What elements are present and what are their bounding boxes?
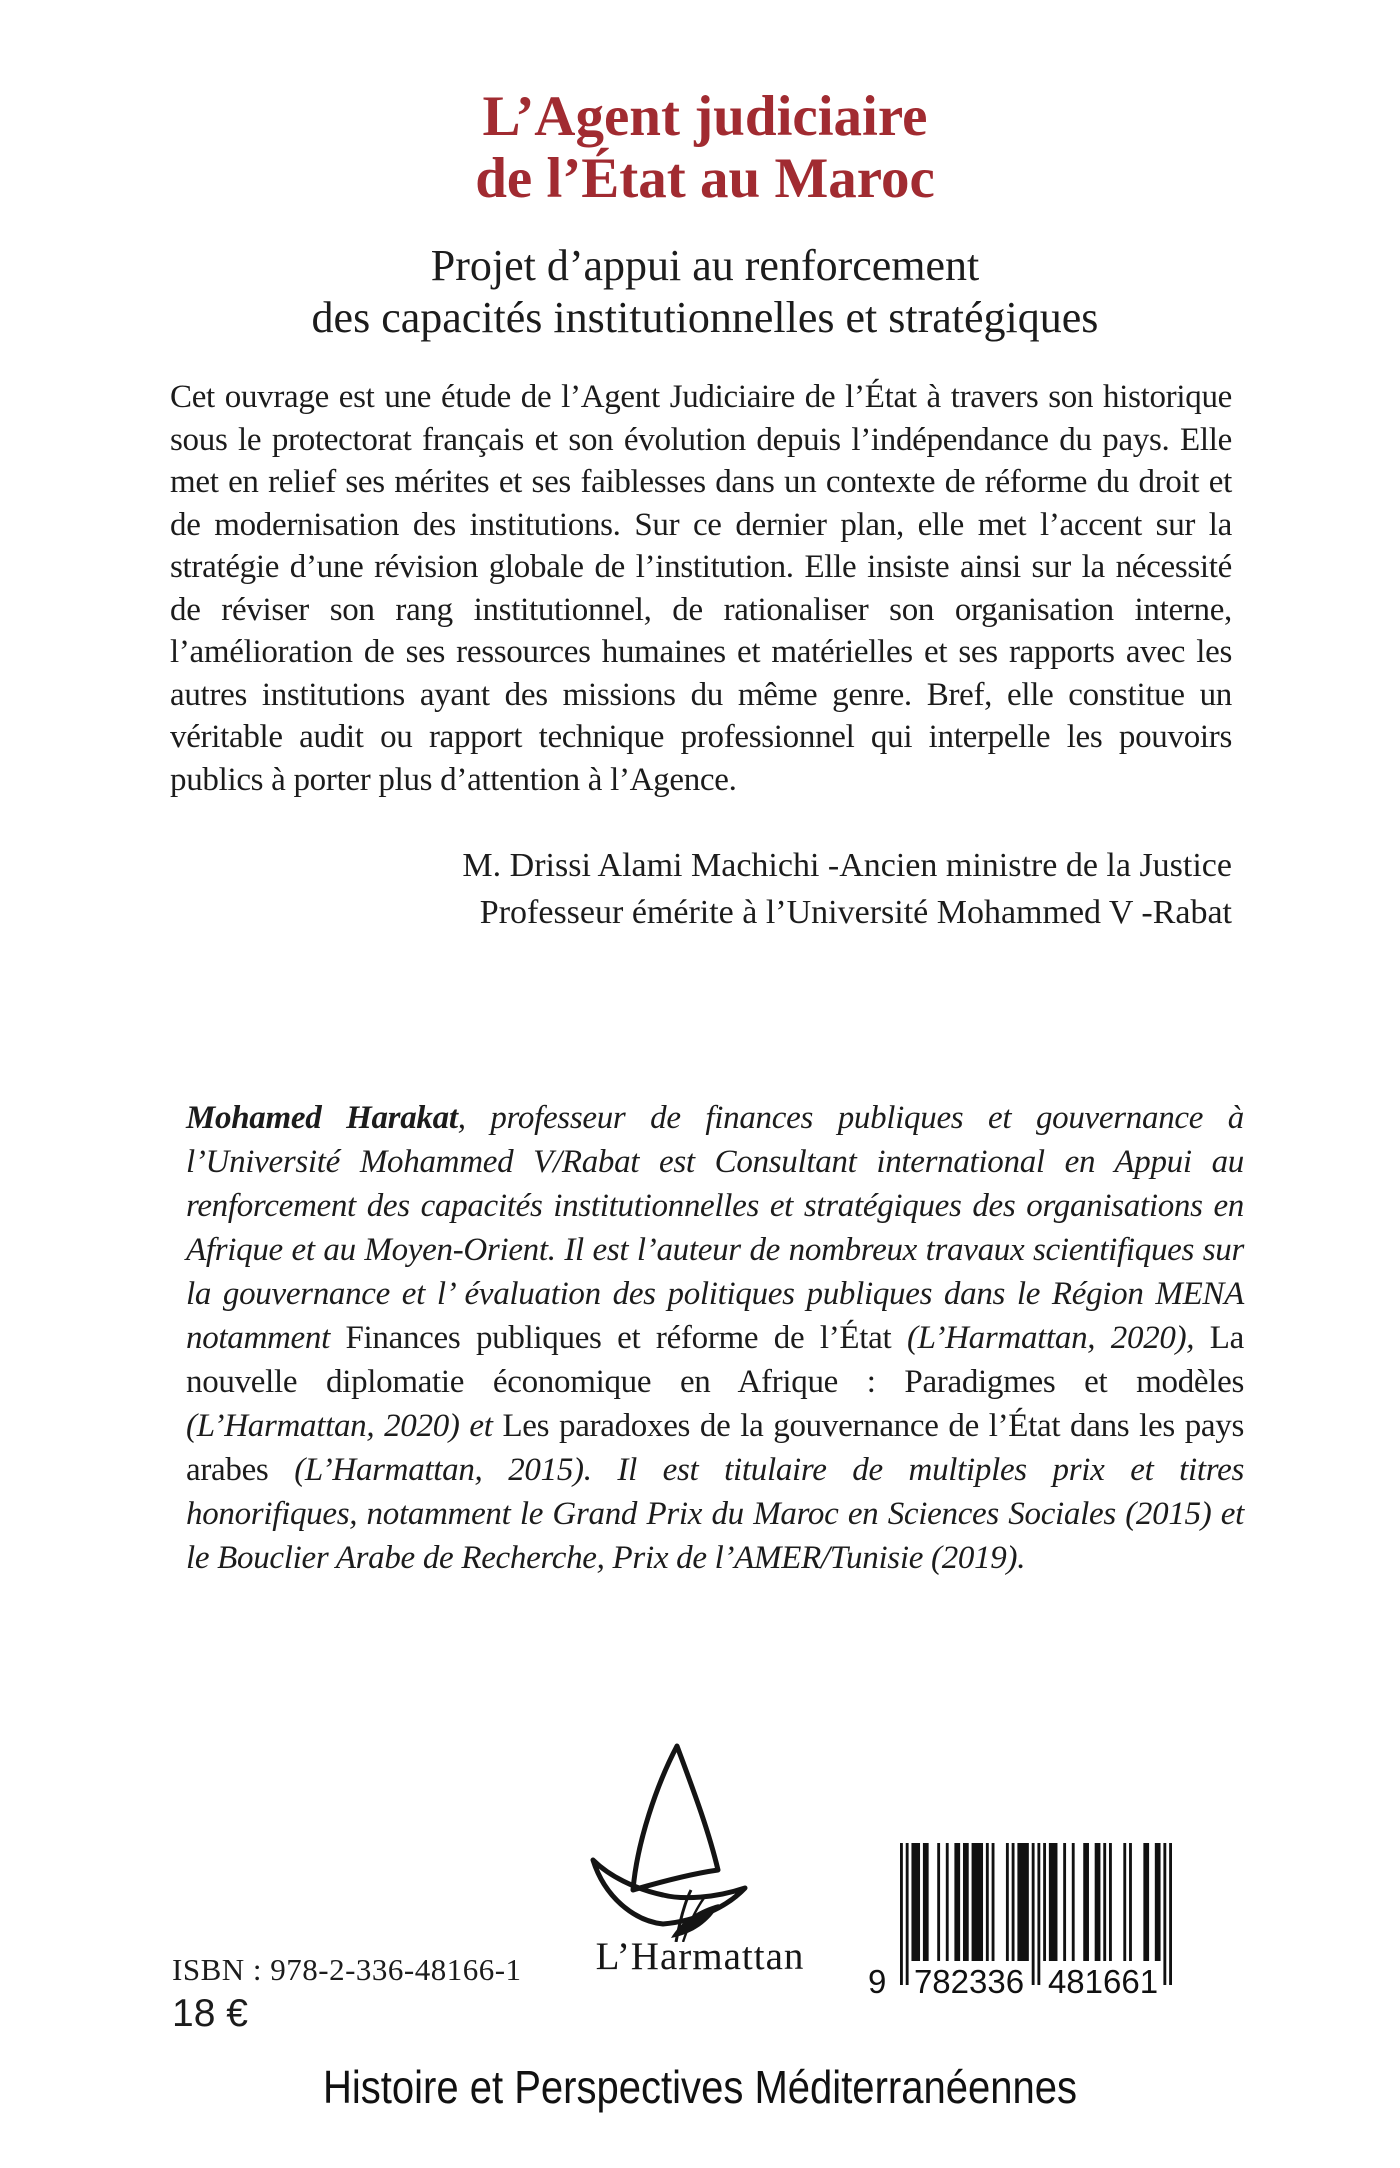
book-subtitle-line2: des capacités institutionnelles et stratégiques <box>311 293 1099 342</box>
attribution-line2: Professeur émérite à l’Université Mohammed V -Rabat <box>479 894 1232 931</box>
bio-text-1: , professeur de finances publiques et gouvernance à l’Université Mohammed V/Rabat est Consultant international en Appui au renforcement des capacités institutionnelles et stratégiques des organisations en Afrique et au Moyen-Orient. Il est l’auteur de nombreux travaux scientifiques sur la gouvernance et l’ évaluation des politiques publiques dans le Région MENA notamment <box>186 1100 1244 1356</box>
barcode-digit-first: 9 <box>868 1963 887 2000</box>
bio-text-2: (L’Harmattan, 2020), <box>906 1320 1210 1356</box>
barcode-digits-left: 782336 <box>913 1963 1025 2000</box>
endorsement-attribution <box>132 842 1232 936</box>
book-title <box>0 86 1400 210</box>
book-title-line2: de l’État au Maroc <box>475 147 935 210</box>
book-title-line1: L’Agent judiciaire <box>482 85 928 148</box>
bio-text-4: (L’Harmattan, 2015). Il est titulaire de multiples prix et titres honorifiques, notamment le Grand Prix du Maroc en Sciences Sociales (2015) et le Bouclier Arabe de Recherche, Prix de l’AMER/Tunisie (2019). <box>186 1452 1244 1576</box>
price-label: 18 € <box>172 1992 248 2035</box>
bio-book-title-3: Les paradoxes de la gouvernance de l’État dans les pays arabes <box>186 1408 1245 1488</box>
bio-book-title-2: La nouvelle diplomatie économique en Afrique : Paradigmes et modèles <box>186 1320 1244 1400</box>
publisher-name: L’Harmattan <box>595 1935 805 1978</box>
sailboat-logo-icon <box>577 1742 757 1942</box>
bio-text-3: (L’Harmattan, 2020) et <box>186 1408 503 1444</box>
synopsis-paragraph: Cet ouvrage est une étude de l’Agent Judiciaire de l’État à travers son historique sous le protectorat français et son évolution depuis l’indépendance du pays. Elle met en relief ses mérites et ses faiblesses dans un contexte de réforme du droit et de modernisation des institutions. Sur ce dernier plan, elle met l’accent sur la stratégie d’une révision globale de l’institution. Elle insiste ainsi sur la nécessité de réviser son rang institutionnel, de rationaliser son organisation interne, l’amélioration de ses ressources humaines et matérielles et ses rapports avec les autres institutions ayant des missions du même genre. Bref, elle constitue un véritable audit ou rapport technique professionnel qui interpelle les pouvoirs publics à porter plus d’attention à l’Agence. <box>170 379 1232 798</box>
bio-book-title-1: Finances publiques et réforme de l’État <box>345 1320 907 1356</box>
barcode <box>868 1843 1172 2001</box>
book-subtitle <box>0 240 1400 344</box>
book-subtitle-line1: Projet d’appui au renforcement <box>430 241 980 290</box>
collection-banner: Histoire et Perspectives Méditerranéennes <box>322 2061 1078 2113</box>
isbn-label: ISBN : 978-2-336-48166-1 <box>172 1952 522 1987</box>
barcode-digits-right: 481661 <box>1047 1963 1159 2000</box>
attribution-line1: M. Drissi Alami Machichi -Ancien ministre de la Justice <box>462 847 1232 884</box>
author-name: Mohamed Harakat <box>186 1100 458 1136</box>
author-bio <box>186 1096 1244 1580</box>
